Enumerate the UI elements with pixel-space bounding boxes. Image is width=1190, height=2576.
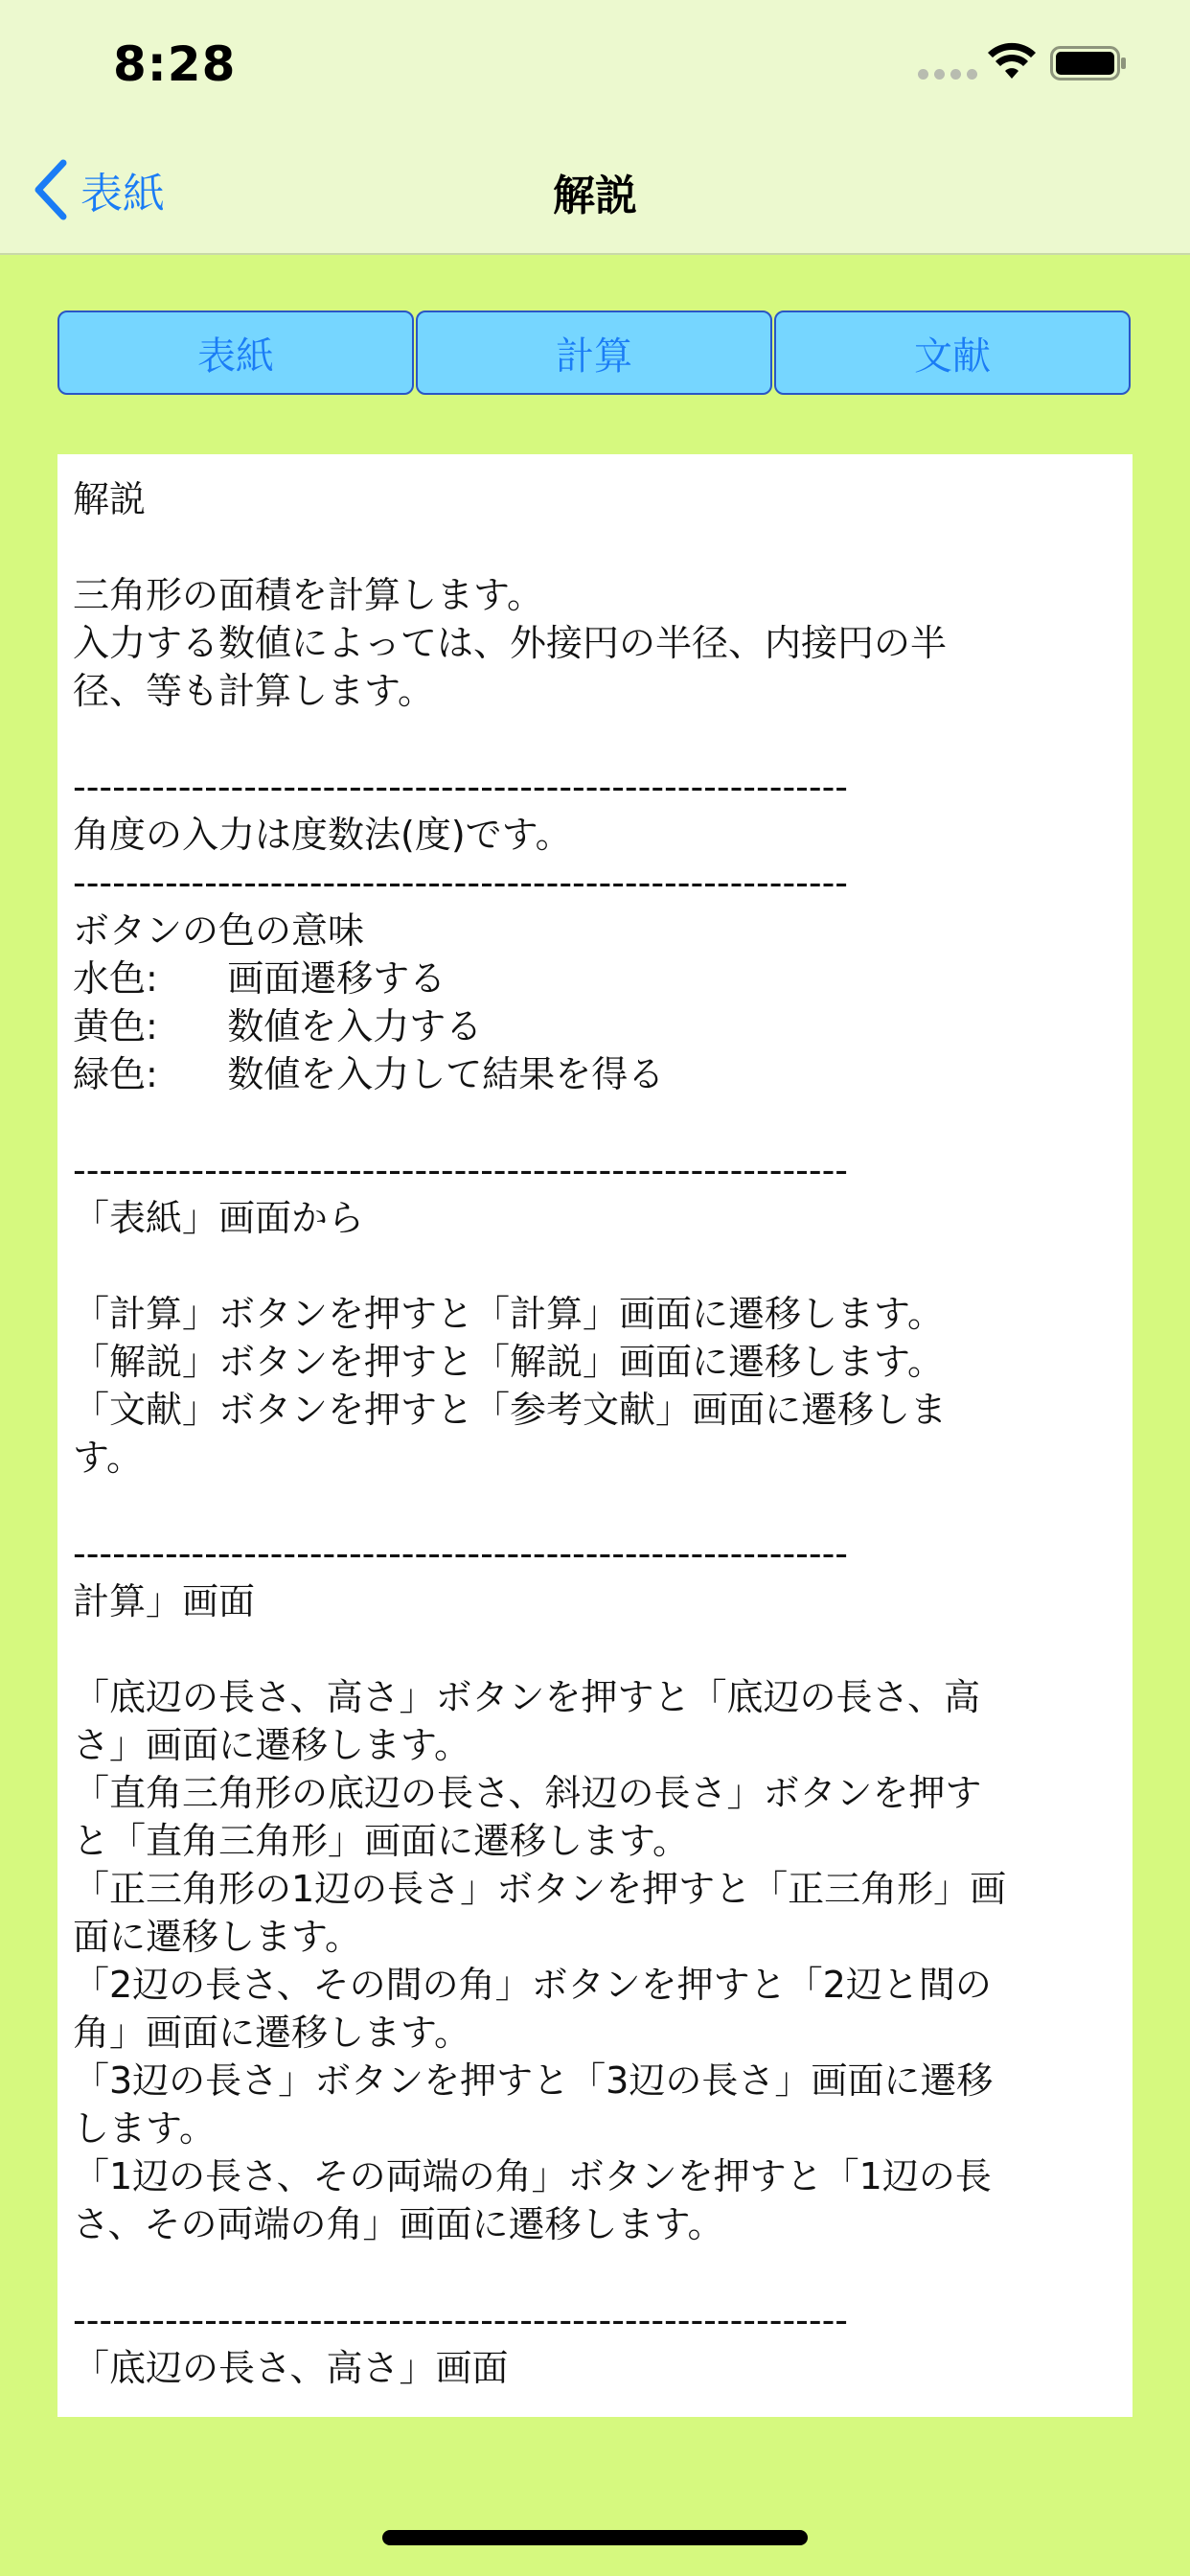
explanation-text: [73, 475, 1127, 2392]
text-line: します。: [73, 2107, 216, 2150]
text-line: -----------------------------------------------------------: [73, 766, 849, 808]
wifi-icon: [987, 42, 1037, 80]
status-time: 8:28: [113, 36, 237, 92]
text-line: 「底辺の長さ、高さ」画面: [73, 2347, 509, 2389]
text-line: さ、その両端の角」画面に遷移します。: [73, 2203, 724, 2245]
text-line: 「解説」ボタンを押すと「解説」画面に遷移します。: [73, 1341, 944, 1383]
text-line: 面に遷移します。: [73, 1916, 361, 1958]
text-line: 入力する数値によっては、外接円の半径、内接円の半: [73, 622, 948, 664]
signal-icon: [918, 69, 977, 80]
cover-button[interactable]: 表紙: [57, 310, 414, 395]
home-indicator[interactable]: [382, 2530, 808, 2545]
text-line: 緑色: 数値を入力して結果を得る: [73, 1053, 665, 1095]
text-line: 「計算」ボタンを押すと「計算」画面に遷移します。: [73, 1293, 944, 1335]
text-line: さ」画面に遷移します。: [73, 1724, 470, 1766]
text-line: -----------------------------------------------------------: [73, 862, 849, 904]
text-line: -----------------------------------------------------------: [73, 1149, 849, 1191]
text-line: と「直角三角形」画面に遷移します。: [73, 1820, 689, 1862]
page-title: 解説: [553, 172, 637, 220]
references-button[interactable]: 文献: [774, 310, 1131, 395]
battery-icon: [1050, 46, 1127, 80]
text-line: -----------------------------------------------------------: [73, 2299, 849, 2341]
text-line: [73, 523, 1127, 571]
text-line: 黄色: 数値を入力する: [73, 1005, 483, 1047]
text-line: [73, 1242, 1127, 1290]
text-line: ボタンの色の意味: [73, 909, 365, 952]
explanation-text-view[interactable]: [57, 454, 1133, 2417]
text-line: [73, 1482, 1127, 1530]
text-line: 水色: 画面遷移する: [73, 957, 446, 1000]
calculate-button[interactable]: 計算: [416, 310, 772, 395]
text-line: [73, 2248, 1127, 2296]
text-line: [73, 1625, 1127, 1673]
text-line: 「3辺の長さ」ボタンを押すと「3辺の長さ」画面に遷移: [73, 2059, 994, 2102]
text-line: す。: [73, 1437, 143, 1479]
text-line: [73, 715, 1127, 763]
text-line: [73, 1098, 1127, 1146]
text-line: -----------------------------------------------------------: [73, 1532, 849, 1575]
text-line: 角」画面に遷移します。: [73, 2012, 470, 2054]
text-line: 「文献」ボタンを押すと「参考文献」画面に遷移しま: [73, 1389, 948, 1431]
text-line: 「表紙」画面から: [73, 1197, 365, 1239]
text-line: 「直角三角形の底辺の長さ、斜辺の長さ」ボタンを押す: [73, 1772, 982, 1814]
text-line: 解説: [73, 478, 147, 520]
text-line: 計算」画面: [73, 1580, 256, 1622]
text-line: 角度の入力は度数法(度)です。: [73, 814, 572, 856]
text-line: 「2辺の長さ、その間の角」ボタンを押すと「2辺と間の: [73, 1964, 992, 2006]
text-line: 三角形の面積を計算します。: [73, 574, 543, 616]
text-line: 径、等も計算します。: [73, 670, 434, 712]
navigation-header: [0, 0, 1190, 255]
text-line: 「正三角形の1辺の長さ」ボタンを押すと「正三角形」画: [73, 1868, 1007, 1910]
text-line: 「底辺の長さ、高さ」ボタンを押すと「底辺の長さ、高: [73, 1676, 980, 1718]
back-button-label: 表紙: [80, 170, 165, 218]
text-line: 「1辺の長さ、その両端の角」ボタンを押すと「1辺の長: [73, 2155, 992, 2197]
